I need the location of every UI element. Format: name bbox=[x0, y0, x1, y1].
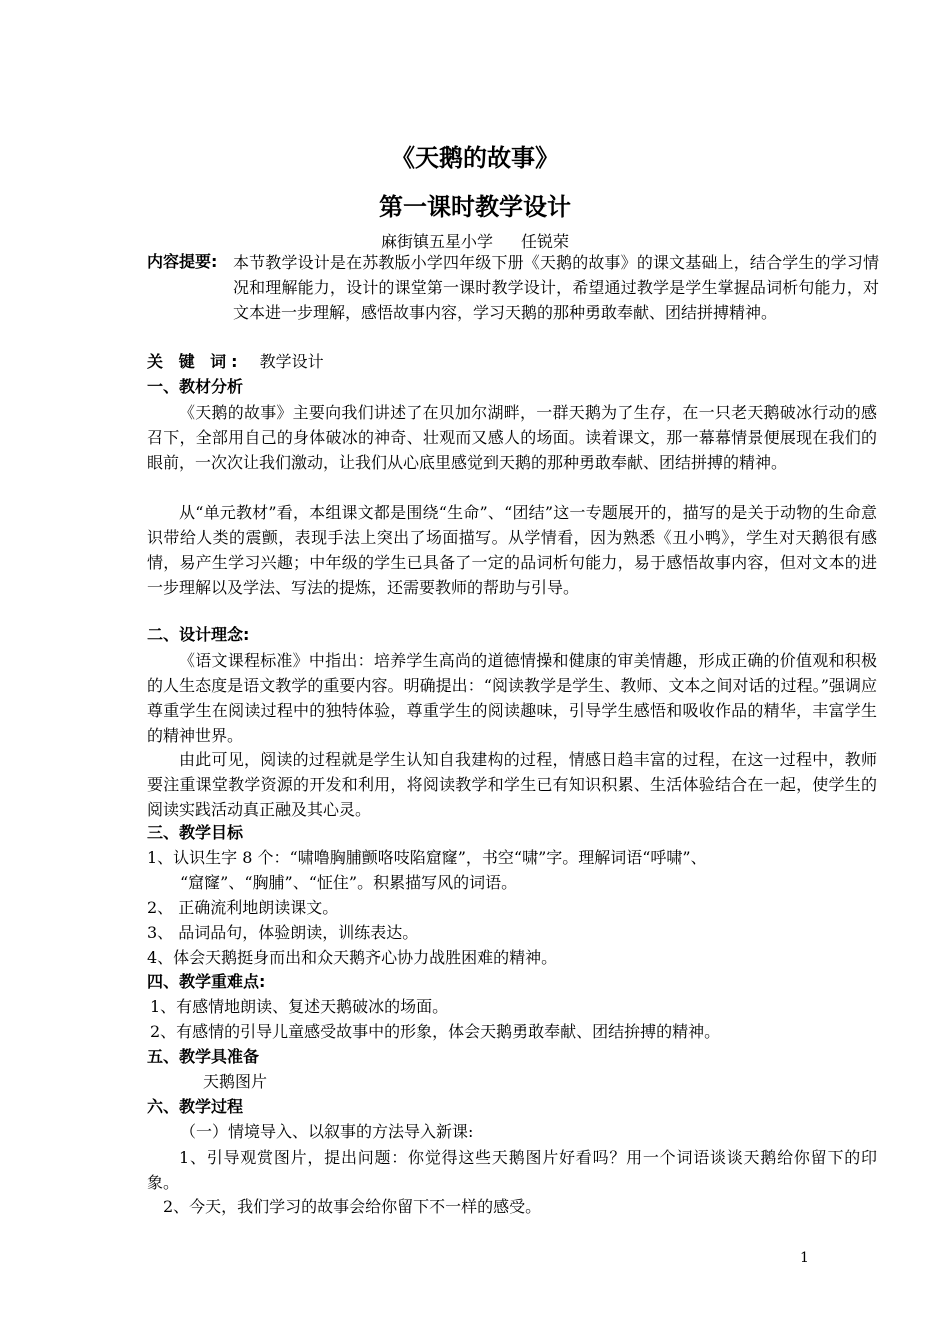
keywords-value: 教学设计 bbox=[259, 352, 324, 371]
author-name: 任锐荣 bbox=[521, 232, 570, 251]
section-heading: 四、教学重难点: bbox=[147, 972, 266, 991]
keywords-label: 关 键 词: bbox=[147, 352, 243, 371]
section-heading: 三、教学目标 bbox=[147, 823, 244, 842]
paragraph: 1、引导观赏图片，提出问题：你觉得这些天鹅图片好看吗？用一个词语谈谈天鹅给你留下的印象。 bbox=[147, 1148, 877, 1192]
subsection-heading: （一）情境导入、以叙事的方法导入新课: bbox=[180, 1122, 474, 1141]
paragraph: 《语文课程标准》中指出：培养学生高尚的道德情操和健康的审美情趣，形成正确的价值观和积极的人生态度是语文教学的重要内容。明确提出：“阅读教学是学生、教师、文本之间对话的过程。”强调应尊重学生在阅读过程中的独特体验，尊重学生的阅读趣味，引导学生感悟和吸收作品的精华，丰富学生的精神世界。 bbox=[147, 651, 877, 745]
section-heading: 二、设计理念: bbox=[147, 625, 250, 644]
paragraph: 《天鹅的故事》主要向我们讲述了在贝加尔湖畔，一群天鹅为了生存，在一只老天鹅破冰行动的感召下，全部用自己的身体破冰的神奇、壮观而又感人的场面。读着课文，那一幕幕情景便展现在我们的眼前，一次次让我们激动，让我们从心底里感觉到天鹅的那种勇敢奉献、团结拼搏的精神。 bbox=[147, 403, 877, 472]
list-item-continuation: “窟窿”、“胸脯”、“怔住”。积累描写风的词语。 bbox=[180, 873, 518, 892]
author-school: 麻街镇五星小学 bbox=[380, 232, 493, 251]
list-item: 2、 正确流利地朗读课文。 bbox=[147, 898, 339, 917]
section-heading: 五、教学具准备 bbox=[147, 1047, 260, 1066]
list-item: 2、有感情的引导儿童感受故事中的形象，体会天鹅勇敢奉献、团结拚搏的精神。 bbox=[150, 1022, 721, 1041]
summary-text: 本节教学设计是在苏教版小学四年级下册《天鹅的故事》的课文基础上，结合学生的学习情况和理解能力，设计的课堂第一课时教学设计，希望通过教学是学生掌握品词析句能力，对文本进一步理解，感悟故事内容，学习天鹅的那种勇敢奉献、团结拼搏精神。 bbox=[233, 253, 879, 322]
list-item: 1、有感情地朗读、复述天鹅破冰的场面。 bbox=[150, 997, 449, 1016]
list-item: 2、今天，我们学习的故事会给你留下不一样的感受。 bbox=[163, 1197, 542, 1216]
summary-label: 内容提要: bbox=[147, 252, 218, 271]
author-line bbox=[0, 229, 950, 252]
keywords-line bbox=[147, 350, 324, 374]
page-number: 1 bbox=[800, 1250, 809, 1266]
document-subtitle: 第一课时教学设计 bbox=[379, 193, 571, 221]
list-item: 天鹅图片 bbox=[203, 1072, 268, 1091]
document-title: 《天鹅的故事》 bbox=[391, 144, 559, 172]
list-item: 1、认识生字 8 个：“啸噜胸脯颤咯吱陷窟窿”，书空“啸”字。理解词语“呼啸”、 bbox=[147, 848, 707, 867]
section-heading: 一、教材分析 bbox=[147, 377, 244, 396]
list-item: 4、体会天鹅挺身而出和众天鹅齐心协力战胜困难的精神。 bbox=[147, 948, 558, 967]
paragraph: 由此可见，阅读的过程就是学生认知自我建构的过程，情感日趋丰富的过程，在这一过程中，教师要注重课堂教学资源的开发和利用，将阅读教学和学生已有知识积累、生活体验结合在一起，使学生的阅读实践活动真正融及其心灵。 bbox=[147, 750, 877, 819]
section-heading: 六、教学过程 bbox=[147, 1097, 244, 1116]
list-item: 3、 品词品句，体验朗读，训练表达。 bbox=[147, 923, 419, 942]
paragraph: 从“单元教材”看，本组课文都是围绕“生命”、“团结”这一专题展开的，描写的是关于动物的生命意识带给人类的震颤，表现手法上突出了场面描写。从学情看，因为熟悉《丑小鸭》，学生对天鹅很有感情，易产生学习兴趣；中年级的学生已具备了一定的品词析句能力，易于感悟故事内容，但对文本的进一步理解以及学法、写法的提炼，还需要教师的帮助与引导。 bbox=[147, 503, 877, 597]
